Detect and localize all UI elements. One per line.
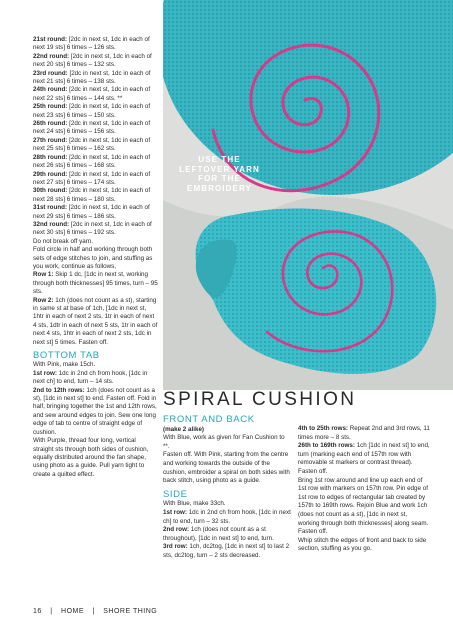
cushion-photo — [163, 0, 453, 390]
instruction-paragraph — [33, 70, 158, 87]
instruction-paragraph — [33, 271, 158, 296]
instruction-paragraph — [33, 221, 158, 238]
rounds-list — [33, 36, 158, 347]
instruction-paragraph — [298, 468, 430, 477]
instruction-paragraph — [33, 103, 158, 120]
instruction-step-label: 30th round: — [33, 187, 68, 195]
cushion-illustration — [163, 0, 453, 390]
instruction-text: Whip stitch the edges of front and back to side section, stuffing as you go. — [298, 536, 427, 553]
side-heading: SIDE — [163, 488, 188, 500]
instruction-paragraph — [298, 425, 430, 442]
instruction-paragraph — [33, 154, 158, 171]
footer-magazine: SHORE THING — [103, 608, 158, 615]
instruction-text: [2dc in next st, 1dc in each of next 20 sts] 6 times – 132 sts. — [33, 52, 152, 69]
instruction-text: With Blue, make 33ch. — [163, 500, 226, 508]
instruction-text: [2dc in next st, 1dc in each of next 24 sts] 6 times – 156 sts. — [33, 120, 151, 136]
page-title: SPIRAL CUSHION — [163, 389, 357, 410]
instruction-text: [2dc in next st, 1dc in each of next 23 sts] 6 times – 150 sts. — [33, 103, 151, 119]
instruction-paragraph — [298, 537, 430, 554]
instruction-text: [2dc in next st, 1dc in each of next 27 sts] 6 times – 174 sts. — [33, 170, 151, 186]
instruction-text: Repeat 2nd and 3rd rows, 11 times more – 8 sts. — [298, 425, 430, 441]
instruction-paragraph — [33, 361, 158, 369]
instruction-text: Do not break off yarn. — [33, 237, 93, 245]
instruction-step-label: 24th round: — [33, 86, 68, 94]
instruction-step-label: 28th round: — [33, 153, 68, 161]
instruction-text: 1ch [1dc in next st] to end, turn (marking each end of 157th row with removable st markers or contrast thread). — [298, 442, 430, 467]
instruction-paragraph — [163, 451, 291, 485]
instruction-text: [2dc in next st, 1dc in each of next 26 sts] 6 times – 168 sts. — [33, 153, 151, 170]
instruction-paragraph — [298, 477, 430, 537]
instruction-text: 1dc in 2nd ch from hook, [1dc in next ch] to end, turn – 32 sts. — [163, 508, 291, 525]
instruction-step-label: 31st round: — [33, 204, 68, 212]
instruction-paragraph — [33, 171, 158, 188]
instruction-paragraph — [33, 238, 158, 246]
instruction-text: With Blue, work as given for Fan Cushion to **. — [163, 434, 285, 450]
instruction-paragraph — [163, 434, 291, 451]
instruction-text: 1ch (does not count as a st throughout), [1dc in next st] to end, turn. — [163, 526, 274, 542]
instruction-step-label: 2nd row: — [163, 526, 190, 534]
instruction-step-label: 2nd to 12th rows: — [33, 386, 85, 394]
instruction-paragraph — [33, 370, 158, 387]
instruction-paragraph — [163, 526, 291, 543]
instruction-paragraph — [33, 120, 158, 137]
right-column — [298, 425, 430, 554]
instruction-text: Fold circle in half and working through both sets of edge stitches to join, and stuffing as you work, continue as follows, — [33, 246, 153, 270]
instruction-paragraph — [163, 543, 291, 560]
instruction-step-label: 26th to 169th rows: — [298, 442, 355, 450]
bottom-tab-list — [33, 361, 158, 479]
footer-section: HOME — [61, 608, 85, 615]
bottom-tab-heading: BOTTOM TAB — [33, 350, 100, 362]
instruction-paragraph — [33, 53, 158, 70]
instruction-text: 1ch (does not count as a st), starting in same st at base of 1ch, [1dc in next st, 1htr in each of next 2 sts, 1tr in each of next 4 sts, 1dtr in each of next 5 sts, 1tr in each of next 4 sts, 1htr in each of next 2 sts, 1dc in next st] 5 times. Fasten off. — [33, 296, 158, 346]
embroidery-note: USE THE LEFTOVER YARN FOR THE EMBROIDERY — [179, 155, 260, 193]
instruction-paragraph — [298, 442, 430, 468]
instruction-text: With Purple, thread four long, vertical straight sts through both sides of cushion, equally distributed around the fan shape, using photo as a guide. Pull yarn tight to create a quilted effect. — [33, 437, 149, 478]
front-back-heading: FRONT AND BACK — [163, 414, 255, 425]
instruction-step-label: Row 1: — [33, 271, 54, 279]
instruction-step-label: 27th round: — [33, 136, 68, 144]
instruction-text: 1ch, dc2tog, [1dc in next st] to last 2 sts, dc2tog, turn – 2 sts decreased. — [163, 543, 290, 559]
instruction-step-label: (make 2 alike) — [163, 425, 204, 433]
instruction-text: With Pink, make 15ch. — [33, 361, 96, 369]
instruction-paragraph — [33, 187, 158, 204]
front-back-list — [163, 426, 291, 486]
instruction-paragraph — [33, 86, 158, 103]
footer-divider: | — [92, 608, 95, 615]
instruction-step-label: 32nd round: — [33, 220, 70, 228]
instruction-paragraph — [33, 204, 158, 221]
instruction-text: [2dc in next st, 1dc in each of next 21 sts] 6 times – 138 sts. — [33, 69, 151, 86]
left-column — [33, 36, 158, 479]
middle-column — [163, 416, 291, 561]
footer-divider: | — [50, 608, 53, 615]
instruction-paragraph — [33, 137, 158, 154]
instruction-text: [2dc in next st, 1dc in each of next 28 sts] 6 times – 180 sts. — [33, 187, 151, 203]
instruction-step-label: 1st row: — [163, 508, 187, 516]
instruction-paragraph — [163, 426, 291, 435]
instruction-text: Fasten off. — [298, 467, 328, 475]
instruction-step-label: 4th to 25th rows: — [298, 425, 349, 432]
instruction-paragraph — [33, 297, 158, 347]
instruction-paragraph — [33, 387, 158, 437]
side-list — [163, 500, 291, 560]
instruction-text: Fasten off. With Pink, starting from the centre and working towards the outside of the cushion, embroider a spiral on both sides with back stitch, using photo as a guide. — [163, 451, 290, 485]
instruction-text: [2dc in next st, 1dc in each of next 19 sts] 6 times – 126 sts. — [33, 36, 150, 52]
instruction-paragraph — [163, 509, 291, 526]
page-number: 16 — [33, 608, 42, 615]
instruction-paragraph — [163, 500, 291, 509]
instruction-paragraph — [33, 437, 158, 479]
instruction-text: [2dc in next st, 1dc in each of next 22 sts] 6 times – 144 sts. ** — [33, 86, 151, 102]
instruction-step-label: 23rd round: — [33, 69, 68, 77]
instruction-text: [2dc in next st, 1dc in each of next 29 sts] 6 times – 186 sts. — [33, 204, 150, 220]
instruction-text: 1dc in 2nd ch from hook, [1dc in next ch] to end, turn – 14 sts. — [33, 369, 148, 386]
instruction-text: 1ch (does not count as a st), [1dc in next st] to end. Fasten off. Fold in half, bringing together the 1st and 12th rows, and sew around edges to join. Sew one long edge of tab to centre of straight edge of cushion. — [33, 386, 157, 436]
instruction-text: Skip 1 dc, [1dc in next st, working through both thicknesses] 95 times, turn – 95 sts. — [33, 271, 158, 296]
instruction-paragraph — [33, 246, 158, 271]
instruction-step-label: 3rd row: — [163, 543, 188, 551]
instruction-step-label: 21st round: — [33, 36, 68, 43]
instruction-step-label: 22nd round: — [33, 52, 70, 60]
instruction-paragraph — [33, 36, 158, 53]
instruction-text: [2dc in next st, 1dc in each of next 30 sts] 6 times – 192 sts. — [33, 220, 152, 237]
instruction-step-label: 1st row: — [33, 369, 57, 377]
instruction-text: [2dc in next st, 1dc in each of next 25 sts] 6 times – 162 sts. — [33, 136, 151, 153]
instruction-step-label: 25th round: — [33, 103, 68, 111]
instruction-step-label: 29th round: — [33, 170, 68, 178]
instruction-step-label: Row 2: — [33, 296, 54, 304]
instruction-text: Bring 1st row around and line up each end of 1st row with markers on 157th row. Pin edge of 1st row to edges of rectangular tab created by 157th to 169th rows. Rejoin Blue and work 1ch (does not count as a st), [1dc in next st, working through both thicknesses] along seam. Fasten off. — [298, 476, 429, 536]
page-footer — [33, 608, 163, 615]
instruction-step-label: 26th round: — [33, 120, 68, 128]
